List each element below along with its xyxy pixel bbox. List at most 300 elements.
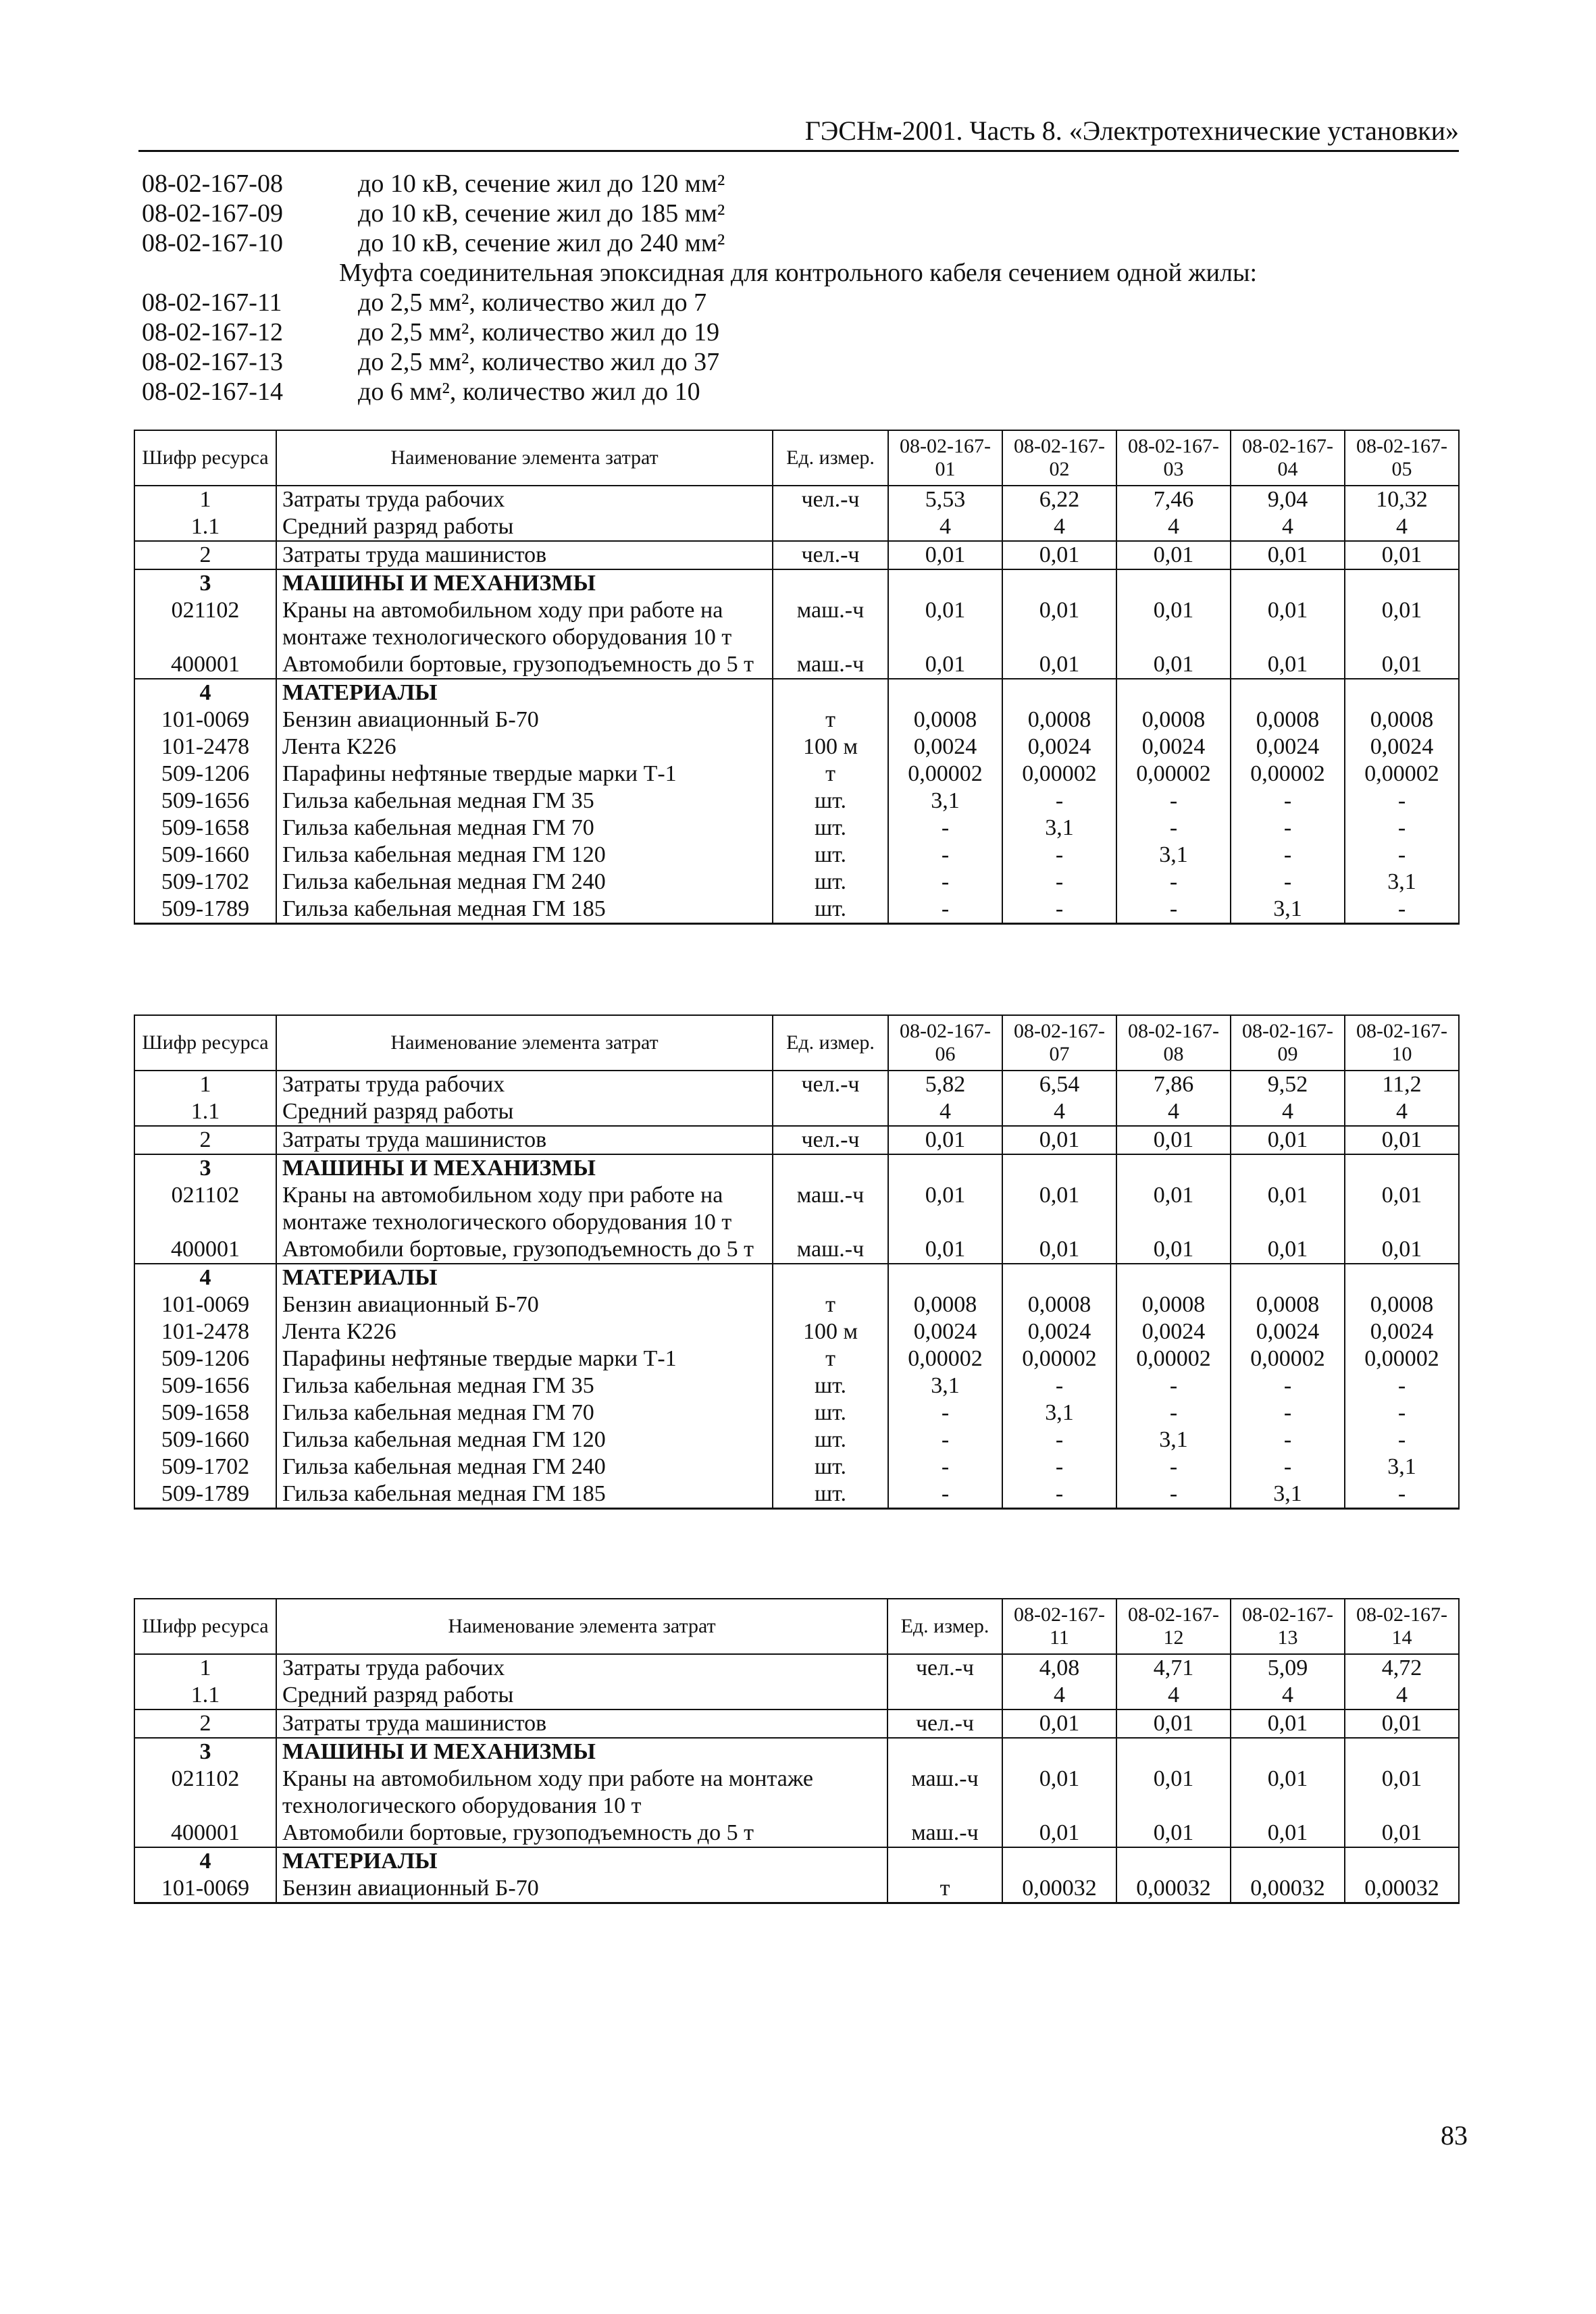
resource-code-cell: 2 <box>134 1126 276 1154</box>
table-row <box>134 1847 1459 1875</box>
value-cell: 0,01 <box>1231 541 1345 569</box>
value-cell: - <box>1231 1426 1345 1454</box>
table-row <box>134 1709 1459 1738</box>
value-cell: - <box>1116 1481 1231 1509</box>
value-cell: - <box>1116 1372 1231 1399</box>
value-cell: 3,1 <box>888 1372 1002 1399</box>
value-cell: - <box>1116 869 1231 896</box>
table-row <box>134 1399 1459 1426</box>
resource-code-cell: 101-0069 <box>134 706 276 734</box>
cost-element-name-cell: МАТЕРИАЛЫ <box>276 1847 887 1875</box>
value-cell: 0,01 <box>1231 651 1345 679</box>
value-cell: - <box>1231 1399 1345 1426</box>
value-cell: 0,01 <box>1345 1766 1459 1820</box>
value-cell: 4 <box>1002 513 1116 541</box>
value-cell: - <box>1345 842 1459 869</box>
value-cell: - <box>1002 869 1116 896</box>
table-row <box>134 1454 1459 1481</box>
page-header: ГЭСНм-2001. Часть 8. «Электротехнические установки» <box>138 112 1459 152</box>
intro-code: 08-02-167-13 <box>142 348 283 376</box>
cost-element-name-cell: Краны на автомобильном ходу при работе на монтаже технологического оборудования 10 т <box>276 1182 773 1236</box>
value-cell <box>888 1154 1002 1182</box>
cost-element-name-cell: Гильза кабельная медная ГМ 35 <box>276 788 773 815</box>
value-cell: 0,00002 <box>888 761 1002 788</box>
resource-code-cell: 509-1206 <box>134 1345 276 1372</box>
table-row <box>134 869 1459 896</box>
value-cell <box>1002 1847 1116 1875</box>
header-name-cell: Наименование элемента затрат <box>276 1015 773 1071</box>
cost-element-name-cell: Затраты труда рабочих <box>276 1071 773 1098</box>
cost-element-name-cell: Гильза кабельная медная ГМ 185 <box>276 896 773 924</box>
value-cell: 0,01 <box>888 651 1002 679</box>
unit-cell <box>773 679 888 706</box>
value-cell: 11,2 <box>1345 1071 1459 1098</box>
value-cell: 9,04 <box>1231 486 1345 513</box>
resource-code-cell: 1 <box>134 1071 276 1098</box>
value-cell: - <box>888 1454 1002 1481</box>
value-cell: 4,71 <box>1116 1654 1231 1682</box>
value-cell: 0,0008 <box>1002 1291 1116 1318</box>
header-column-code: 08-02-167-01 <box>888 430 1002 486</box>
header-column-code: 08-02-167-09 <box>1231 1015 1345 1071</box>
unit-cell: шт. <box>773 1372 888 1399</box>
value-cell: 0,01 <box>1002 1709 1116 1738</box>
unit-cell: чел.-ч <box>887 1709 1002 1738</box>
resource-code-cell: 101-2478 <box>134 734 276 761</box>
value-cell: 3,1 <box>1116 1426 1231 1454</box>
table-header-row <box>134 430 1459 486</box>
unit-cell <box>887 1682 1002 1709</box>
value-cell: 0,00032 <box>1345 1875 1459 1903</box>
table-row <box>134 734 1459 761</box>
value-cell: - <box>1002 788 1116 815</box>
unit-cell <box>887 1847 1002 1875</box>
value-cell: 0,00002 <box>1345 761 1459 788</box>
unit-cell <box>773 569 888 597</box>
value-cell: 0,0008 <box>1002 706 1116 734</box>
value-cell: 0,0008 <box>1231 706 1345 734</box>
value-cell: 4 <box>1116 1098 1231 1126</box>
value-cell <box>1116 1847 1231 1875</box>
unit-cell: чел.-ч <box>887 1654 1002 1682</box>
table-row <box>134 1236 1459 1264</box>
resource-code-cell: 509-1702 <box>134 1454 276 1481</box>
table-row <box>134 486 1459 513</box>
unit-cell: т <box>773 761 888 788</box>
value-cell: - <box>1002 896 1116 924</box>
table-row <box>134 706 1459 734</box>
cost-element-name-cell: Автомобили бортовые, грузоподъемность до 5 т <box>276 651 773 679</box>
value-cell: 0,00032 <box>1231 1875 1345 1903</box>
cost-element-name-cell: Затраты труда рабочих <box>276 486 773 513</box>
table-row <box>134 1426 1459 1454</box>
value-cell <box>1231 1154 1345 1182</box>
cost-element-name-cell: Средний разряд работы <box>276 1682 887 1709</box>
intro-description: до 2,5 мм², количество жил до 37 <box>358 348 720 376</box>
value-cell <box>1116 1264 1231 1291</box>
value-cell <box>1002 1264 1116 1291</box>
table-row <box>134 1098 1459 1126</box>
value-cell: 0,00002 <box>1345 1345 1459 1372</box>
resource-code-cell: 4 <box>134 1264 276 1291</box>
unit-cell: 100 м <box>773 1318 888 1345</box>
value-cell <box>1345 1738 1459 1766</box>
unit-cell: шт. <box>773 1481 888 1509</box>
value-cell: 0,01 <box>888 597 1002 651</box>
value-cell <box>1116 679 1231 706</box>
value-cell: - <box>1002 842 1116 869</box>
value-cell: 0,01 <box>888 1236 1002 1264</box>
value-cell: 0,01 <box>1345 541 1459 569</box>
value-cell <box>1345 569 1459 597</box>
cost-element-name-cell: Гильза кабельная медная ГМ 240 <box>276 869 773 896</box>
value-cell: - <box>1345 896 1459 924</box>
cost-element-name-cell: Автомобили бортовые, грузоподъемность до 5 т <box>276 1820 887 1847</box>
intro-description: до 10 кВ, сечение жил до 120 мм² <box>358 170 725 198</box>
value-cell: 7,86 <box>1116 1071 1231 1098</box>
header-column-code: 08-02-167-04 <box>1231 430 1345 486</box>
value-cell: 0,0024 <box>1231 1318 1345 1345</box>
table-row <box>134 788 1459 815</box>
value-cell <box>1345 1154 1459 1182</box>
unit-cell: чел.-ч <box>773 541 888 569</box>
cost-element-name-cell: Гильза кабельная медная ГМ 70 <box>276 1399 773 1426</box>
cost-element-name-cell: МАШИНЫ И МЕХАНИЗМЫ <box>276 1154 773 1182</box>
cost-element-name-cell: Затраты труда рабочих <box>276 1654 887 1682</box>
header-column-code: 08-02-167-07 <box>1002 1015 1116 1071</box>
value-cell: 0,0008 <box>888 706 1002 734</box>
value-cell: - <box>1116 1399 1231 1426</box>
table-row <box>134 1291 1459 1318</box>
value-cell: 0,01 <box>1116 651 1231 679</box>
value-cell: 4,72 <box>1345 1654 1459 1682</box>
value-cell: 0,01 <box>1116 1820 1231 1847</box>
unit-cell: шт. <box>773 869 888 896</box>
value-cell: - <box>1116 896 1231 924</box>
value-cell: 0,01 <box>888 1126 1002 1154</box>
table-row <box>134 842 1459 869</box>
value-cell: - <box>1345 1426 1459 1454</box>
resource-code-cell: 509-1658 <box>134 815 276 842</box>
value-cell: 0,0024 <box>1345 1318 1459 1345</box>
cost-element-name-cell: Гильза кабельная медная ГМ 70 <box>276 815 773 842</box>
intro-code: 08-02-167-14 <box>142 378 283 406</box>
value-cell: - <box>888 842 1002 869</box>
unit-cell <box>773 1154 888 1182</box>
header-unit-cell: Ед. измер. <box>773 430 888 486</box>
value-cell: 6,22 <box>1002 486 1116 513</box>
value-cell: - <box>1002 1454 1116 1481</box>
resource-code-cell: 3 <box>134 1154 276 1182</box>
unit-cell <box>773 1264 888 1291</box>
value-cell: 3,1 <box>888 788 1002 815</box>
value-cell: 0,01 <box>1345 1126 1459 1154</box>
value-cell <box>888 569 1002 597</box>
header-column-code: 08-02-167-10 <box>1345 1015 1459 1071</box>
value-cell <box>1231 1738 1345 1766</box>
resource-code-cell: 4 <box>134 679 276 706</box>
header-column-code: 08-02-167-14 <box>1345 1599 1459 1654</box>
value-cell: 0,01 <box>1116 1709 1231 1738</box>
value-cell: 0,0024 <box>1345 734 1459 761</box>
value-cell: - <box>1231 1372 1345 1399</box>
resource-table-2 <box>134 1014 1460 1510</box>
value-cell: - <box>1345 1372 1459 1399</box>
resource-code-cell: 509-1656 <box>134 788 276 815</box>
value-cell: 0,01 <box>1002 1182 1116 1236</box>
value-cell: 0,01 <box>1116 1236 1231 1264</box>
value-cell: 0,01 <box>888 1182 1002 1236</box>
table-row <box>134 513 1459 541</box>
value-cell <box>888 679 1002 706</box>
table-row <box>134 651 1459 679</box>
intro-code: 08-02-167-10 <box>142 229 283 257</box>
unit-cell: т <box>773 706 888 734</box>
header-column-code: 08-02-167-11 <box>1002 1599 1116 1654</box>
resource-code-cell: 101-0069 <box>134 1291 276 1318</box>
intro-description: до 2,5 мм², количество жил до 19 <box>358 318 720 346</box>
cost-element-name-cell: МАТЕРИАЛЫ <box>276 1264 773 1291</box>
cost-element-name-cell: Лента К226 <box>276 734 773 761</box>
value-cell: 0,01 <box>1002 1766 1116 1820</box>
value-cell: 0,0008 <box>888 1291 1002 1318</box>
intro-code: 08-02-167-11 <box>142 288 282 317</box>
value-cell <box>1231 569 1345 597</box>
header-code-cell: Шифр ресурса <box>134 1599 276 1654</box>
value-cell: 0,00002 <box>1116 761 1231 788</box>
value-cell: - <box>1231 788 1345 815</box>
resource-table-1 <box>134 430 1460 925</box>
value-cell: 0,01 <box>1345 1709 1459 1738</box>
unit-cell: шт. <box>773 815 888 842</box>
unit-cell: шт. <box>773 896 888 924</box>
value-cell: - <box>888 896 1002 924</box>
value-cell: 6,54 <box>1002 1071 1116 1098</box>
table-row <box>134 815 1459 842</box>
intro-line <box>142 347 1459 377</box>
value-cell: 0,01 <box>1116 1766 1231 1820</box>
resource-code-cell: 509-1789 <box>134 1481 276 1509</box>
cost-element-name-cell: Краны на автомобильном ходу при работе на монтаже технологического оборудования 10 т <box>276 1766 887 1820</box>
value-cell: 0,00002 <box>1231 1345 1345 1372</box>
value-cell <box>1345 1847 1459 1875</box>
cost-element-name-cell: Бензин авиационный Б-70 <box>276 706 773 734</box>
page-number: 83 <box>1441 2120 1468 2151</box>
header-column-code: 08-02-167-13 <box>1231 1599 1345 1654</box>
table-row <box>134 1126 1459 1154</box>
value-cell: 0,01 <box>1116 541 1231 569</box>
unit-cell: шт. <box>773 1426 888 1454</box>
value-cell: 4 <box>1231 1098 1345 1126</box>
value-cell: 0,01 <box>1002 651 1116 679</box>
unit-cell: чел.-ч <box>773 1126 888 1154</box>
value-cell: - <box>1345 1399 1459 1426</box>
value-cell: - <box>1231 1454 1345 1481</box>
resource-code-cell: 400001 <box>134 1820 276 1847</box>
unit-cell: 100 м <box>773 734 888 761</box>
table-row <box>134 1071 1459 1098</box>
value-cell: - <box>1345 815 1459 842</box>
value-cell: 0,0008 <box>1116 1291 1231 1318</box>
value-cell: 9,52 <box>1231 1071 1345 1098</box>
cost-element-name-cell: Краны на автомобильном ходу при работе на монтаже технологического оборудования 10 т <box>276 597 773 651</box>
cost-element-name-cell: Гильза кабельная медная ГМ 240 <box>276 1454 773 1481</box>
value-cell: 4 <box>1345 1682 1459 1709</box>
header-column-code: 08-02-167-03 <box>1116 430 1231 486</box>
value-cell: 0,0008 <box>1345 706 1459 734</box>
value-cell: - <box>1002 1481 1116 1509</box>
value-cell <box>888 1264 1002 1291</box>
resource-code-cell: 3 <box>134 569 276 597</box>
intro-line <box>142 228 1459 258</box>
resource-code-cell: 2 <box>134 541 276 569</box>
value-cell: 5,82 <box>888 1071 1002 1098</box>
value-cell: 3,1 <box>1002 1399 1116 1426</box>
intro-line <box>142 169 1459 199</box>
intro-list <box>142 169 1459 407</box>
value-cell: 0,00032 <box>1002 1875 1116 1903</box>
value-cell: 0,01 <box>1231 1182 1345 1236</box>
value-cell: 3,1 <box>1345 1454 1459 1481</box>
table-row <box>134 896 1459 924</box>
unit-cell: шт. <box>773 842 888 869</box>
value-cell: 0,01 <box>1231 1236 1345 1264</box>
header-code-cell: Шифр ресурса <box>134 430 276 486</box>
table-row <box>134 1372 1459 1399</box>
value-cell: - <box>1002 1372 1116 1399</box>
value-cell: 4 <box>888 1098 1002 1126</box>
value-cell: 0,00032 <box>1116 1875 1231 1903</box>
value-cell: - <box>1345 1481 1459 1509</box>
resource-code-cell: 400001 <box>134 651 276 679</box>
value-cell: 3,1 <box>1116 842 1231 869</box>
value-cell: - <box>888 815 1002 842</box>
resource-table-3 <box>134 1598 1460 1904</box>
unit-cell <box>887 1738 1002 1766</box>
value-cell: 0,00002 <box>1231 761 1345 788</box>
value-cell: - <box>888 1399 1002 1426</box>
header-name-cell: Наименование элемента затрат <box>276 430 773 486</box>
intro-line <box>142 317 1459 347</box>
value-cell: 4 <box>1116 513 1231 541</box>
value-cell: 0,01 <box>1002 1126 1116 1154</box>
value-cell: 4 <box>1002 1682 1116 1709</box>
resource-code-cell: 101-0069 <box>134 1875 276 1903</box>
table-row <box>134 597 1459 651</box>
value-cell: - <box>888 1481 1002 1509</box>
value-cell: - <box>1345 788 1459 815</box>
value-cell: - <box>1116 788 1231 815</box>
cost-element-name-cell: Гильза кабельная медная ГМ 120 <box>276 1426 773 1454</box>
value-cell: 0,0024 <box>1002 734 1116 761</box>
value-cell <box>1231 679 1345 706</box>
header-column-code: 08-02-167-02 <box>1002 430 1116 486</box>
value-cell: 0,01 <box>1345 1820 1459 1847</box>
cost-element-name-cell: Средний разряд работы <box>276 513 773 541</box>
unit-cell: маш.-ч <box>887 1820 1002 1847</box>
unit-cell: маш.-ч <box>773 597 888 651</box>
value-cell: 0,01 <box>1345 651 1459 679</box>
cost-element-name-cell: Гильза кабельная медная ГМ 35 <box>276 1372 773 1399</box>
cost-element-name-cell: Парафины нефтяные твердые марки Т-1 <box>276 761 773 788</box>
unit-cell: шт. <box>773 1399 888 1426</box>
unit-cell: маш.-ч <box>773 1182 888 1236</box>
value-cell: 0,0024 <box>888 734 1002 761</box>
table-row <box>134 569 1459 597</box>
table-row <box>134 1682 1459 1709</box>
resource-code-cell: 509-1656 <box>134 1372 276 1399</box>
value-cell: - <box>1116 1454 1231 1481</box>
value-cell: 0,01 <box>1231 1766 1345 1820</box>
value-cell: 4 <box>1002 1098 1116 1126</box>
value-cell: - <box>1231 869 1345 896</box>
unit-cell: шт. <box>773 1454 888 1481</box>
resource-code-cell: 509-1660 <box>134 1426 276 1454</box>
header-code-cell: Шифр ресурса <box>134 1015 276 1071</box>
value-cell: 5,53 <box>888 486 1002 513</box>
resource-code-cell: 509-1658 <box>134 1399 276 1426</box>
intro-description: до 10 кВ, сечение жил до 185 мм² <box>358 199 725 228</box>
cost-element-name-cell: Парафины нефтяные твердые марки Т-1 <box>276 1345 773 1372</box>
unit-cell <box>773 1098 888 1126</box>
value-cell: 0,0024 <box>888 1318 1002 1345</box>
value-cell: 4 <box>1231 1682 1345 1709</box>
table-row <box>134 761 1459 788</box>
table-row <box>134 1345 1459 1372</box>
intro-description: до 2,5 мм², количество жил до 7 <box>358 288 707 317</box>
value-cell: 0,0008 <box>1231 1291 1345 1318</box>
value-cell <box>1002 1738 1116 1766</box>
cost-element-name-cell: МАШИНЫ И МЕХАНИЗМЫ <box>276 569 773 597</box>
resource-code-cell: 4 <box>134 1847 276 1875</box>
intro-line <box>142 288 1459 317</box>
cost-element-name-cell: Затраты труда машинистов <box>276 541 773 569</box>
resource-code-cell: 1.1 <box>134 1682 276 1709</box>
resource-code-cell: 3 <box>134 1738 276 1766</box>
resource-code-cell: 1.1 <box>134 513 276 541</box>
table-row <box>134 1654 1459 1682</box>
value-cell <box>1002 679 1116 706</box>
value-cell <box>1231 1847 1345 1875</box>
unit-cell: чел.-ч <box>773 1071 888 1098</box>
value-cell: - <box>888 1426 1002 1454</box>
value-cell: - <box>888 869 1002 896</box>
value-cell: 0,01 <box>1116 1182 1231 1236</box>
value-cell: 7,46 <box>1116 486 1231 513</box>
value-cell: 10,32 <box>1345 486 1459 513</box>
resource-code-cell: 400001 <box>134 1236 276 1264</box>
value-cell: 3,1 <box>1231 1481 1345 1509</box>
intro-description: до 10 кВ, сечение жил до 240 мм² <box>358 229 725 257</box>
value-cell: 4 <box>888 513 1002 541</box>
value-cell <box>1116 1738 1231 1766</box>
value-cell: - <box>1002 1426 1116 1454</box>
intro-line <box>142 377 1459 407</box>
value-cell: 0,01 <box>1231 1709 1345 1738</box>
resource-code-cell: 021102 <box>134 1182 276 1236</box>
table-header-row <box>134 1015 1459 1071</box>
value-cell: 4,08 <box>1002 1654 1116 1682</box>
cost-element-name-cell: Бензин авиационный Б-70 <box>276 1291 773 1318</box>
table-row <box>134 1154 1459 1182</box>
value-cell: 0,01 <box>1002 1236 1116 1264</box>
cost-element-name-cell: Лента К226 <box>276 1318 773 1345</box>
resource-code-cell: 2 <box>134 1709 276 1738</box>
value-cell: 0,00002 <box>1002 761 1116 788</box>
cost-element-name-cell: Затраты труда машинистов <box>276 1709 887 1738</box>
value-cell <box>1116 1154 1231 1182</box>
table-row <box>134 1738 1459 1766</box>
